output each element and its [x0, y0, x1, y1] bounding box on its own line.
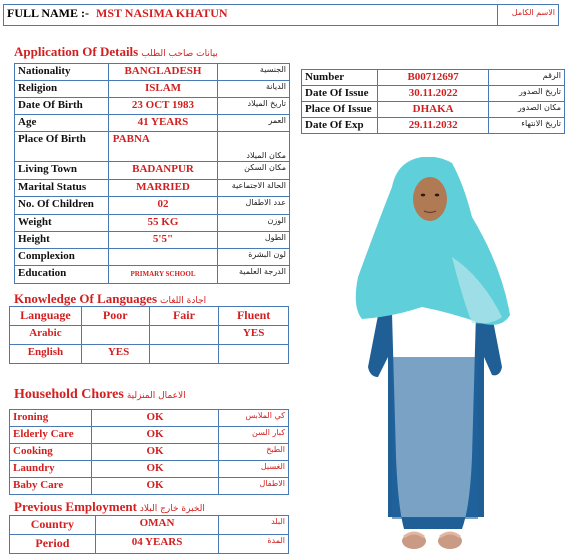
table-row [10, 516, 289, 535]
chore-label-arabic: كبار السن [219, 427, 289, 444]
table-row [15, 180, 290, 197]
row-label: Weight [15, 215, 109, 232]
employment-value: 04 YEARS [95, 535, 219, 554]
column-header: Language [10, 307, 82, 326]
passport-table [301, 69, 565, 134]
passport-value: 29.11.2032 [377, 118, 488, 134]
chore-label-arabic: كي الملابس [219, 410, 289, 427]
row-value: ISLAM [108, 81, 217, 98]
chore-label-arabic: الطبخ [219, 444, 289, 461]
chore-label: Cooking [10, 444, 92, 461]
chore-label-arabic: الغسيل [219, 461, 289, 478]
application-title: Application Of Details [14, 44, 139, 59]
row-label: Education [15, 266, 109, 284]
row-value: 23 OCT 1983 [108, 98, 217, 115]
chore-label: Laundry [10, 461, 92, 478]
table-row [302, 70, 565, 86]
row-label: Place Of Birth [15, 132, 109, 162]
chore-label: Ironing [10, 410, 92, 427]
employment-title: Previous Employment [14, 499, 137, 514]
table-row [10, 326, 289, 345]
row-label-arabic: عدد الاطفال [218, 197, 290, 215]
chore-value: OK [91, 478, 218, 495]
employment-label: Country [10, 516, 96, 535]
chore-label: Baby Care [10, 478, 92, 495]
table-row [10, 461, 289, 478]
table-row [15, 162, 290, 180]
column-header: Poor [81, 307, 149, 326]
row-value: PRIMARY SCHOOL [108, 266, 217, 284]
row-value: 41 YEARS [108, 115, 217, 132]
chore-label: Elderly Care [10, 427, 92, 444]
row-label: Religion [15, 81, 109, 98]
passport-label-arabic: الرقم [489, 70, 565, 86]
application-table [14, 63, 290, 284]
language-poor [81, 326, 149, 345]
language-poor: YES [81, 345, 149, 364]
row-value: BANGLADESH [108, 64, 217, 81]
employment-title-arabic: الخبرة خارج البلاد [139, 504, 205, 514]
passport-value: 30.11.2022 [377, 86, 488, 102]
table-row [302, 86, 565, 102]
row-label-arabic: الدرجة العلمية [218, 266, 290, 284]
application-section-title [14, 44, 218, 60]
row-label: Nationality [15, 64, 109, 81]
passport-label-arabic: تاريخ الانتهاء [489, 118, 565, 134]
applicant-photo [352, 157, 512, 555]
full-name-value: MST NASIMA KHATUN [96, 6, 228, 20]
passport-label: Number [302, 70, 378, 86]
languages-title: Knowledge Of Languages [14, 291, 158, 306]
chore-value: OK [91, 427, 218, 444]
column-header: Fluent [219, 307, 289, 326]
table-row [15, 81, 290, 98]
chores-table [9, 409, 289, 495]
chores-title-arabic: الاعمال المنزلية [126, 391, 186, 401]
row-label-arabic: الوزن [218, 215, 290, 232]
employment-label-arabic: المدة [219, 535, 289, 554]
languages-section-title [14, 291, 206, 307]
passport-label: Date Of Exp [302, 118, 378, 134]
language-name: Arabic [10, 326, 82, 345]
row-value: MARRIED [108, 180, 217, 197]
chore-label-arabic: الاطفال [219, 478, 289, 495]
table-row [302, 118, 565, 134]
employment-label-arabic: البلد [219, 516, 289, 535]
row-value: 5'5" [108, 232, 217, 249]
table-row [15, 215, 290, 232]
table-row [10, 535, 289, 554]
column-header: Fair [149, 307, 219, 326]
row-value [108, 249, 217, 266]
language-fluent: YES [219, 326, 289, 345]
employment-section-title [14, 499, 205, 515]
table-row [302, 102, 565, 118]
language-fair [149, 326, 219, 345]
table-row [15, 249, 290, 266]
table-row [10, 444, 289, 461]
passport-label-arabic: مكان الصدور [489, 102, 565, 118]
row-label: Living Town [15, 162, 109, 180]
language-fluent [219, 345, 289, 364]
row-label: Date Of Birth [15, 98, 109, 115]
table-row [15, 98, 290, 115]
passport-label: Place Of Issue [302, 102, 378, 118]
row-label: Complexion [15, 249, 109, 266]
table-row [15, 115, 290, 132]
passport-label-arabic: تاريخ الصدور [489, 86, 565, 102]
row-label: Marital Status [15, 180, 109, 197]
table-row [10, 410, 289, 427]
application-title-arabic: بيانات صاحب الطلب [141, 49, 218, 59]
chore-value: OK [91, 444, 218, 461]
row-label: No. Of Children [15, 197, 109, 215]
passport-value: B00712697 [377, 70, 488, 86]
row-label-arabic: تاريخ الميلاد [218, 98, 290, 115]
row-label-arabic: الديانة [218, 81, 290, 98]
row-value: 55 KG [108, 215, 217, 232]
row-label-arabic: الحالة الاجتماعية [218, 180, 290, 197]
row-value: BADANPUR [108, 162, 217, 180]
chore-value: OK [91, 461, 218, 478]
table-row [15, 232, 290, 249]
languages-table [9, 306, 289, 364]
employment-value: OMAN [95, 516, 219, 535]
row-label-arabic: الطول [218, 232, 290, 249]
name-divider [497, 4, 498, 26]
full-name-label: FULL NAME :- [7, 6, 89, 20]
row-value: 02 [108, 197, 217, 215]
row-label-arabic: العمر [218, 115, 290, 132]
table-row [15, 132, 290, 162]
languages-title-arabic: اجادة اللغات [160, 296, 207, 306]
row-label: Age [15, 115, 109, 132]
employment-label: Period [10, 535, 96, 554]
table-row [15, 64, 290, 81]
table-row [15, 197, 290, 215]
row-label-arabic: الجنسية [218, 64, 290, 81]
table-row [15, 266, 290, 284]
passport-label: Date Of Issue [302, 86, 378, 102]
table-row [10, 427, 289, 444]
table-row [10, 345, 289, 364]
passport-value: DHAKA [377, 102, 488, 118]
language-fair [149, 345, 219, 364]
table-row [10, 478, 289, 495]
full-name-label-arabic: الاسم الكامل [511, 8, 555, 17]
row-label-arabic: مكان السكن [218, 162, 290, 180]
employment-table [9, 515, 289, 554]
chore-value: OK [91, 410, 218, 427]
row-label-arabic: لون البشرة [218, 249, 290, 266]
language-name: English [10, 345, 82, 364]
row-label-arabic: مكان الميلاد [218, 132, 290, 162]
row-label: Height [15, 232, 109, 249]
table-header-row [10, 307, 289, 326]
chores-section-title [14, 387, 186, 403]
row-value: PABNA [108, 132, 217, 162]
chores-title: Household Chores [14, 387, 124, 402]
